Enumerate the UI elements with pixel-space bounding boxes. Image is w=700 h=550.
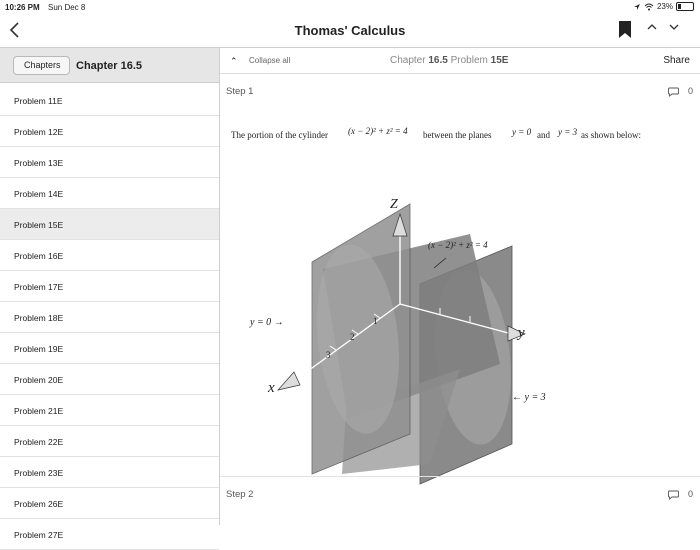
problem-text-part1: The portion of the cylinder — [231, 130, 328, 140]
problem-label: Problem 20E — [14, 375, 64, 385]
problem-label: Problem 11E — [14, 96, 63, 106]
problem-item[interactable] — [0, 116, 219, 147]
sidebar-header — [0, 48, 219, 83]
comment-icon — [668, 87, 679, 97]
chevron-up-icon[interactable] — [647, 23, 657, 31]
problem-label: Problem 21E — [14, 406, 64, 416]
status-right — [633, 2, 694, 11]
problem-item[interactable] — [0, 85, 219, 116]
plane-y0: y = 0 — [512, 127, 532, 137]
problem-label: Problem 27E — [14, 530, 64, 540]
comment-icon — [668, 490, 679, 500]
plane-y3: y = 3 — [558, 127, 578, 137]
problem-label: Problem 23E — [14, 468, 64, 478]
problem-label: Problem 14E — [14, 189, 64, 199]
z-axis-label: Z — [390, 197, 398, 212]
cylinder-equation: (x − 2)² + z² = 4 — [348, 126, 408, 136]
battery-percent: 23% — [656, 2, 673, 11]
chapter-number: 16.5 — [428, 55, 448, 66]
share-button[interactable]: Share — [663, 55, 690, 66]
problem-statement — [231, 126, 691, 142]
tick-label-1: 1 — [373, 316, 378, 326]
status-time: 10:26 PM — [5, 3, 40, 12]
content-header — [220, 48, 700, 74]
collapse-all-button[interactable]: Collapse all — [249, 56, 291, 65]
problem-item[interactable] — [0, 147, 219, 178]
status-bar — [0, 0, 700, 14]
status-date: Sun Dec 8 — [48, 3, 86, 12]
wifi-icon — [644, 3, 654, 11]
problem-item[interactable] — [0, 395, 219, 426]
battery-icon — [676, 2, 694, 11]
problem-label: Problem 26E — [14, 499, 64, 509]
problem-number: 15E — [490, 55, 509, 66]
step-divider — [220, 476, 700, 477]
figure-equation-label: (x − 2)² + z² = 4 — [428, 240, 488, 250]
problem-item[interactable] — [0, 271, 219, 302]
tick-label-2: 2 — [350, 332, 355, 342]
step-1-label[interactable]: Step 1 — [226, 86, 254, 97]
nav-bar — [0, 14, 700, 48]
chevron-down-icon[interactable] — [669, 23, 679, 31]
problem-label: Problem 16E — [14, 251, 64, 261]
chapters-button[interactable]: Chapters — [13, 56, 70, 75]
content-heading — [390, 55, 508, 66]
x-axis-arrow — [278, 372, 300, 390]
problem-item[interactable] — [0, 519, 219, 550]
problem-item[interactable] — [0, 240, 219, 271]
book-title: Thomas' Calculus — [294, 23, 406, 38]
sidebar — [0, 48, 220, 540]
comment-count: 0 — [687, 489, 693, 499]
main-content — [220, 48, 700, 525]
problem-label: Problem 12E — [14, 127, 64, 137]
step-1-comments[interactable] — [668, 86, 693, 98]
problem-item[interactable] — [0, 488, 219, 519]
x-axis-label: x — [268, 380, 275, 396]
problem-item[interactable] — [0, 178, 219, 209]
step-2-label[interactable]: Step 2 — [226, 489, 254, 500]
problem-label: Problem 13E — [14, 158, 64, 168]
problem-list — [0, 85, 219, 550]
chapter-label: Chapter 16.5 — [76, 60, 143, 72]
problem-item[interactable] — [0, 302, 219, 333]
problem-label: Problem 19E — [14, 344, 64, 354]
tick-label-3: 3 — [326, 350, 331, 360]
location-icon — [633, 3, 641, 11]
problem-text-part3: as shown below: — [581, 130, 641, 140]
problem-text-part2: between the planes — [423, 130, 492, 140]
cylinder-figure — [250, 144, 546, 474]
step-2-comments[interactable] — [668, 489, 693, 501]
y0-plane-label: y = 0 → — [250, 317, 284, 328]
y3-plane-label: ← y = 3 — [512, 392, 546, 403]
problem-item[interactable] — [0, 209, 219, 240]
problem-item[interactable] — [0, 426, 219, 457]
collapse-chevron-icon[interactable]: ⌃ — [230, 56, 238, 66]
problem-label: Problem 15E — [14, 220, 64, 230]
problem-label: Problem 17E — [14, 282, 64, 292]
comment-count: 0 — [687, 86, 693, 96]
problem-label: Problem 18E — [14, 313, 64, 323]
problem-item[interactable] — [0, 457, 219, 488]
problem-text-and: and — [537, 130, 550, 140]
problem-word: Problem — [450, 55, 488, 66]
y-axis-label: y — [518, 325, 525, 341]
problem-item[interactable] — [0, 333, 219, 364]
bookmark-icon[interactable] — [619, 21, 631, 38]
problem-label: Problem 22E — [14, 437, 64, 447]
problem-item[interactable] — [0, 364, 219, 395]
chapter-word: Chapter — [390, 55, 426, 66]
